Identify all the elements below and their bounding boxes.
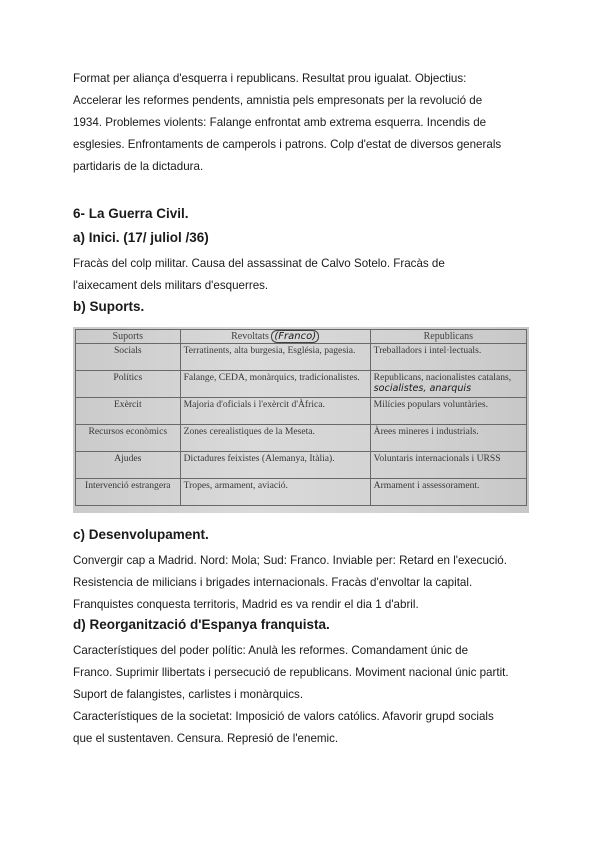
column-header-republicans: Republicans <box>370 330 526 344</box>
cell-revoltats: Dictadures feixistes (Alemanya, Itàlia). <box>180 452 370 479</box>
row-label: Ajudes <box>76 452 181 479</box>
text-line: Accelerar les reformes pendents, amnistia pels empresonats per la revolució de <box>73 94 483 107</box>
cell-republicans <box>370 371 526 398</box>
desenvolupament-paragraph <box>73 550 533 616</box>
column-header-revoltats <box>180 330 370 344</box>
reorganitzacio-paragraph <box>73 640 533 750</box>
cell-republicans: Voluntaris internacionals i URSS <box>370 452 526 479</box>
intro-paragraph <box>73 68 533 178</box>
column-header-revoltats-label: Revoltats <box>231 331 269 342</box>
handwritten-note-socialistes: socialistes, anarquis <box>373 383 472 394</box>
text-line: partidaris de la dictadura. <box>73 160 204 173</box>
table-row <box>76 371 527 398</box>
row-label: Intervenció estrangera <box>76 479 181 506</box>
text-line: Suport de falangistes, carlistes i monàrquics. <box>73 688 304 701</box>
text-line: Franquistes conquesta territoris, Madrid es va rendir el dia 1 d'abril. <box>73 598 419 611</box>
inici-paragraph <box>73 253 533 297</box>
scanned-suports-table <box>73 327 529 513</box>
subheading-reorganitzacio: d) Reorganització d'Espanya franquista. <box>73 617 330 632</box>
cell-revoltats: Terratinents, alta burgesia, Església, pagesia. <box>180 344 370 371</box>
cell-revoltats: Majoria d'oficials i l'exèrcit d'Àfrica. <box>180 398 370 425</box>
column-header-suports: Suports <box>76 330 181 344</box>
cell-republicans: Milícies populars voluntàries. <box>370 398 526 425</box>
table-row <box>76 425 527 452</box>
text-line: Convergir cap a Madrid. Nord: Mola; Sud: Franco. Inviable per: Retard en l'execució. <box>73 554 507 567</box>
text-line: Característiques del poder polític: Anulà les reformes. Comandament únic de <box>73 644 469 657</box>
cell-republicans: Àrees mineres i industrials. <box>370 425 526 452</box>
row-label: Polítics <box>76 371 181 398</box>
text-line: Franco. Suprimir llibertats i persecució de republicans. Moviment nacional únic partit. <box>73 666 509 679</box>
table-row <box>76 398 527 425</box>
cell-republicans: Armament i assessorament. <box>370 479 526 506</box>
section-heading-guerra-civil: 6- La Guerra Civil. <box>73 206 189 221</box>
text-line: esglesies. Enfrontaments de camperols i patrons. Colp d'estat de diversos generals <box>73 138 502 151</box>
subheading-desenvolupament: c) Desenvolupament. <box>73 527 209 542</box>
table-row <box>76 344 527 371</box>
suports-table <box>75 329 527 506</box>
subheading-suports: b) Suports. <box>73 299 145 314</box>
row-label: Recursos econòmics <box>76 425 181 452</box>
cell-revoltats: Falange, CEDA, monàrquics, tradicionalistes. <box>180 371 370 398</box>
text-line: l'aixecament dels militars d'esquerres. <box>73 279 269 292</box>
cell-revoltats: Zones cerealistiques de la Meseta. <box>180 425 370 452</box>
text-line: Fracàs del colp militar. Causa del assassinat de Calvo Sotelo. Fracàs de <box>73 257 445 270</box>
cell-republicans-text: Republicans, nacionalistes catalans, <box>373 372 512 383</box>
text-line: 1934. Problemes violents: Falange enfrontat amb extrema esquerra. Incendis de <box>73 116 487 129</box>
row-label: Socials <box>76 344 181 371</box>
table-row <box>76 479 527 506</box>
row-label: Exèrcit <box>76 398 181 425</box>
cell-revoltats: Tropes, armament, aviació. <box>180 479 370 506</box>
handwritten-note-franco: (Franco) <box>271 330 319 343</box>
subheading-inici: a) Inici. (17/ juliol /36) <box>73 230 209 245</box>
cell-republicans: Treballadors i intel·lectuals. <box>370 344 526 371</box>
text-line: Resistencia de milicians i brigades internacionals. Fracàs d'envoltar la capital. <box>73 576 473 589</box>
text-line: que el sustentaven. Censura. Represió de l'enemic. <box>73 732 339 745</box>
table-header-row <box>76 330 527 344</box>
text-line: Format per aliança d'esquerra i republicans. Resultat prou igualat. Objectius: <box>73 72 467 85</box>
text-line: Característiques de la societat: Imposició de valors católics. Afavorir grupd socials <box>73 710 494 723</box>
table-row <box>76 452 527 479</box>
